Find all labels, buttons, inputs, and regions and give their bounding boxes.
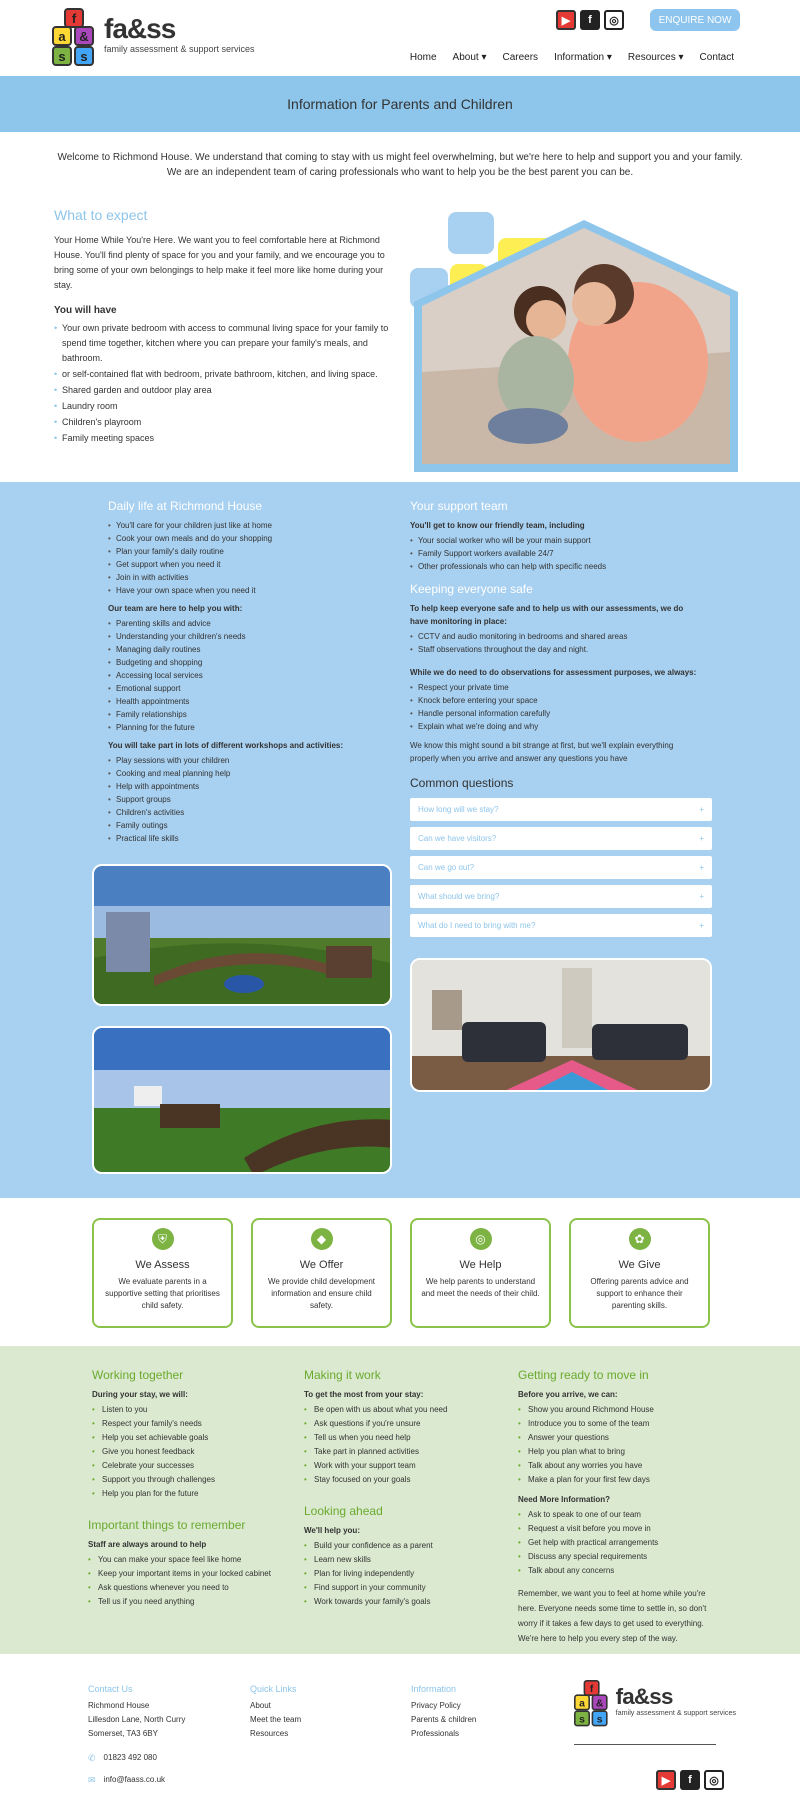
footer-divider [574,1744,716,1745]
ahead-subheading: We'll help you: [304,1526,360,1535]
important-heading: Important things to remember [88,1518,246,1532]
support-team-column [410,500,700,765]
nav-contact[interactable]: Contact [699,52,734,63]
list-item: • Ask questions whenever you need to [88,1581,288,1595]
shield-icon: ⛨ [152,1228,174,1250]
mail-icon: ✉ [88,1775,96,1785]
site-header [0,0,800,76]
lifebuoy-icon: ◎ [470,1228,492,1250]
address-line: Lillesdon Lane, North Curry [88,1715,186,1724]
workshops-heading: You will take part in lots of different workshops and activities: [108,741,343,750]
list-item: • Tell us if you need anything [88,1595,288,1609]
list-item: • Your social worker who will be your main support [410,534,700,547]
list-item: • Parenting skills and advice [108,617,388,630]
list-item: • Get support when you need it [108,558,388,571]
address-line: Richmond House [88,1701,150,1710]
mother-child-photo [408,212,744,474]
diamond-icon: ◆ [311,1228,333,1250]
chevron-down-icon: ▾ [606,52,612,63]
faq-item[interactable]: Can we have visitors? + [410,827,712,850]
welcome-text: Welcome to Richmond House. We understand that coming to stay with us might feel overwhelming, but we're here to help and support you and your family. We are an independent team of caring professionals who want to help you be the best parent you can be. [57,152,743,178]
enquire-now-button[interactable]: ENQUIRE NOW [650,9,740,31]
list-item: • Make a plan for your first few days [518,1473,718,1487]
list-item: • Practical life skills [108,832,388,845]
plus-icon: + [699,892,704,901]
footer-link-privacy[interactable]: Privacy Policy [411,1701,461,1710]
list-item: • Find support in your community [304,1581,504,1595]
faq-section [410,776,712,943]
house-photo [408,212,744,474]
making-it-work-column [304,1368,504,1487]
logo-letter-s2: s [74,46,94,66]
ready-heading: Getting ready to move in [518,1368,649,1382]
expect-subheading: You will have [54,305,117,316]
plus-icon: + [699,805,704,814]
list-item: • Help you set achievable goals [92,1431,282,1445]
living-room-photo [410,958,712,1092]
list-item: • Listen to you [92,1403,282,1417]
list-item: • Talk about any worries you have [518,1459,718,1473]
list-item: • Budgeting and shopping [108,656,388,669]
list-item: • Understanding your children's needs [108,630,388,643]
list-item: • Join in with activities [108,571,388,584]
logo[interactable] [52,8,255,66]
list-item: • Help with appointments [108,780,388,793]
list-item: • Plan for living independently [304,1567,504,1581]
logo-letter-f: f [64,8,84,28]
ahead-list [304,1539,504,1609]
support-heading: Your support team [410,499,508,513]
service-card-give [569,1218,710,1328]
faq-item[interactable]: How long will we stay? + [410,798,712,821]
list-item: • Show you around Richmond House [518,1403,718,1417]
list-item: • Answer your questions [518,1431,718,1445]
list-item: • Plan your family's daily routine [108,545,388,558]
list-item: • Family Support workers available 24/7 [410,547,700,560]
workshops-list [108,754,388,845]
footer-quick-links [250,1682,301,1741]
daily-life-column [108,500,388,845]
card-title: We Offer [299,1259,344,1271]
footer-phone[interactable]: ✆ 01823 492 080 [88,1753,157,1763]
important-subheading: Staff are always around to help [88,1540,207,1549]
list-item: • Work with your support team [304,1459,504,1473]
list-item: • Cook your own meals and do your shopping [108,532,388,545]
list-item: • Be open with us about what you need [304,1403,504,1417]
list-item: • Explain what we're doing and why [410,720,700,733]
list-item: • Discuss any special requirements [518,1550,718,1564]
logo-name: fa&ss [615,1684,673,1709]
list-item: • Introduce you to some of the team [518,1417,718,1431]
support-subheading: You'll get to know our friendly team, including [410,521,585,530]
list-item: • Help you plan what to bring [518,1445,718,1459]
observations-list [410,681,700,733]
more-info-heading: Need More Information? [518,1495,611,1504]
getting-ready-column [518,1368,718,1646]
logo-letter-s1: s [52,46,72,66]
more-info-list [518,1508,718,1578]
list-item: • Emotional support [108,682,388,695]
support-note: We know this might sound a bit strange at first, but we'll explain everything properly when you arrive and answer any questions you have [410,741,674,763]
list-item: • Respect your private time [410,681,700,694]
logo-letter-a: a [52,26,72,46]
daily-list [108,519,388,597]
logo-letter-f: f [584,1680,600,1696]
list-item: • Help you plan for the future [92,1487,282,1501]
logo-letter-s1: s [574,1710,590,1726]
list-item: • Ask questions if you're unsure [304,1417,504,1431]
list-item: • Play sessions with your children [108,754,388,767]
list-item: • or self-contained flat with bedroom, private bathroom, kitchen, and living space. [54,367,394,382]
list-item: • Planning for the future [108,721,388,734]
list-item: • Learn new skills [304,1553,504,1567]
list-item: • Get help with practical arrangements [518,1536,718,1550]
faq-item[interactable]: What do I need to bring with me? + [410,914,712,937]
ready-list [518,1403,718,1487]
footer-link-team[interactable]: Meet the team [250,1715,302,1724]
list-item: • Accessing local services [108,669,388,682]
team-heading: Our team are here to help you with: [108,604,243,613]
list-item: • Staff observations throughout the day and night. [410,643,700,656]
expect-list [54,321,394,446]
instagram-icon[interactable]: ◎ [704,1770,724,1790]
observations-subheading: While we do need to do observations for assessment purposes, we always: [410,668,697,677]
facebook-icon[interactable]: f [680,1770,700,1790]
list-item: • Request a visit before you move in [518,1522,718,1536]
plus-icon: + [699,834,704,843]
footer-logo[interactable] [574,1680,736,1726]
list-item: • CCTV and audio monitoring in bedrooms and shared areas [410,630,700,643]
ready-note: Remember, we want you to feel at home while you're here. Everyone needs some time to settle in, so don't worry if it takes a few days to get used to everything. We're here to help you every step of the way. [518,1589,707,1643]
faq-item[interactable]: What should we bring? + [410,885,712,908]
footer-social [656,1770,724,1790]
list-item: • Family meeting spaces [54,431,394,446]
main-nav [410,52,734,63]
list-item: • Support groups [108,793,388,806]
safe-subheading: To help keep everyone safe and to help us with our assessments, we do have monitoring in place: [410,604,684,626]
working-heading: Working together [92,1368,184,1382]
chevron-down-icon: ▾ [678,52,684,63]
support-list [410,534,700,573]
footer-link-professionals[interactable]: Professionals [411,1729,460,1738]
logo-blocks [52,8,98,66]
youtube-icon[interactable]: ▶ [656,1770,676,1790]
making-heading: Making it work [304,1368,381,1382]
list-item: • Knock before entering your space [410,694,700,707]
list-item: • Health appointments [108,695,388,708]
list-item: • Support you through challenges [92,1473,282,1487]
logo-tagline: family assessment & support services [104,44,255,54]
list-item: • Take part in planned activities [304,1445,504,1459]
list-item: • Work towards your family's goals [304,1595,504,1609]
list-item: • Stay focused on your goals [304,1473,504,1487]
ahead-heading: Looking ahead [304,1504,383,1518]
footer-link-resources[interactable]: Resources [250,1729,289,1738]
list-item: • Celebrate your successes [92,1459,282,1473]
guidance-section [0,1346,800,1654]
important-list [88,1553,288,1609]
footer-contact [88,1682,185,1787]
footer-email[interactable]: ✉ info@faass.co.uk [88,1775,166,1785]
list-item: • Managing daily routines [108,643,388,656]
nav-careers[interactable]: Careers [502,52,539,63]
making-list [304,1403,504,1487]
site-footer [0,1654,800,1818]
logo-letter-s2: s [592,1710,608,1726]
plant-icon: ✿ [629,1228,651,1250]
footer-quick-heading: Quick Links [250,1684,297,1694]
important-column [88,1518,288,1609]
logo-letter-a: a [574,1694,590,1710]
info-section [0,482,800,1198]
list-item: • Cooking and meal planning help [108,767,388,780]
list-item: • Tell us when you need help [304,1431,504,1445]
list-item: • Laundry room [54,399,394,414]
garden-photo-2 [92,1026,392,1174]
working-subheading: During your stay, we will: [92,1390,188,1399]
list-item: • Give you honest feedback [92,1445,282,1459]
footer-link-about[interactable]: About [250,1701,271,1710]
nav-home[interactable]: Home [409,52,437,63]
card-title: We Help [459,1259,502,1271]
list-item: • Respect your family's needs [92,1417,282,1431]
service-cards [92,1218,712,1328]
card-title: We Give [618,1259,661,1271]
card-title: We Assess [135,1259,190,1271]
team-list [108,617,388,734]
list-item: • Family relationships [108,708,388,721]
list-item: • Have your own space when you need it [108,584,388,597]
list-item: • Children's activities [108,806,388,819]
card-text: We provide child development information and ensure child safety. [267,1277,376,1310]
list-item: • You'll care for your children just like at home [108,519,388,532]
logo-letter-amp: & [592,1694,608,1710]
youtube-icon[interactable]: ▶ [556,10,576,30]
card-text: We evaluate parents in a supportive setting that prioritises child safety. [105,1277,220,1310]
list-item: • Your own private bedroom with access to communal living space for your family to spend time together, kitchen where you can prepare your family's meals, and bathroom. [54,321,394,366]
safe-list [410,630,700,656]
list-item: • Shared garden and outdoor play area [54,383,394,398]
logo-name: fa&ss [104,13,176,44]
list-item: • Keep your important items in your locked cabinet [88,1567,288,1581]
page-title: Information for Parents and Children [287,96,513,112]
plus-icon: + [699,863,704,872]
service-card-offer [251,1218,392,1328]
service-card-assess [92,1218,233,1328]
ready-subheading: Before you arrive, we can: [518,1390,618,1399]
facebook-icon[interactable]: f [580,10,600,30]
footer-contact-heading: Contact Us [88,1684,133,1694]
list-item: • Other professionals who can help with specific needs [410,560,700,573]
garden-photo-1 [92,864,392,1006]
phone-icon: ✆ [88,1753,96,1763]
footer-information [411,1682,476,1741]
footer-info-heading: Information [411,1684,457,1694]
card-text: We help parents to understand and meet the needs of their child. [421,1277,540,1298]
list-item: • You can make your space feel like home [88,1553,288,1567]
making-subheading: To get the most from your stay: [304,1390,424,1399]
working-list [92,1403,282,1501]
logo-blocks [574,1680,611,1726]
page-title-banner [0,76,800,132]
daily-heading: Daily life at Richmond House [108,499,263,513]
nav-information[interactable]: Information ▾ [554,52,612,63]
address-line: Somerset, TA3 6BY [88,1729,158,1738]
list-item: • Handle personal information carefully [410,707,700,720]
expect-intro: Your Home While You're Here. We want you to feel comfortable here at Richmond House. You'll find plenty of space for you and your family, and we encourage you to bring some of your own belongings to help make it feel more like home during your stay. [54,235,385,290]
faq-heading: Common questions [410,776,514,790]
what-to-expect-section [54,208,394,447]
logo-letter-amp: & [74,26,94,46]
header-social [556,10,624,30]
working-together-column [92,1368,282,1501]
nav-about[interactable]: About ▾ [452,52,487,63]
nav-resources[interactable]: Resources ▾ [627,52,684,63]
list-item: • Build your confidence as a parent [304,1539,504,1553]
expect-heading: What to expect [54,207,148,223]
logo-tagline: family assessment & support services [615,1708,737,1717]
instagram-icon[interactable]: ◎ [604,10,624,30]
list-item: • Children's playroom [54,415,394,430]
looking-ahead-column [304,1504,504,1609]
list-item: • Family outings [108,819,388,832]
chevron-down-icon: ▾ [481,52,487,63]
card-text: Offering parents advice and support to enhance their parenting skills. [590,1277,689,1310]
service-card-help [410,1218,551,1328]
plus-icon: + [699,921,704,930]
faq-item[interactable]: Can we go out? + [410,856,712,879]
list-item: • Talk about any concerns [518,1564,718,1578]
safe-heading: Keeping everyone safe [410,582,533,596]
footer-link-parents[interactable]: Parents & children [411,1715,477,1724]
list-item: • Ask to speak to one of our team [518,1508,718,1522]
